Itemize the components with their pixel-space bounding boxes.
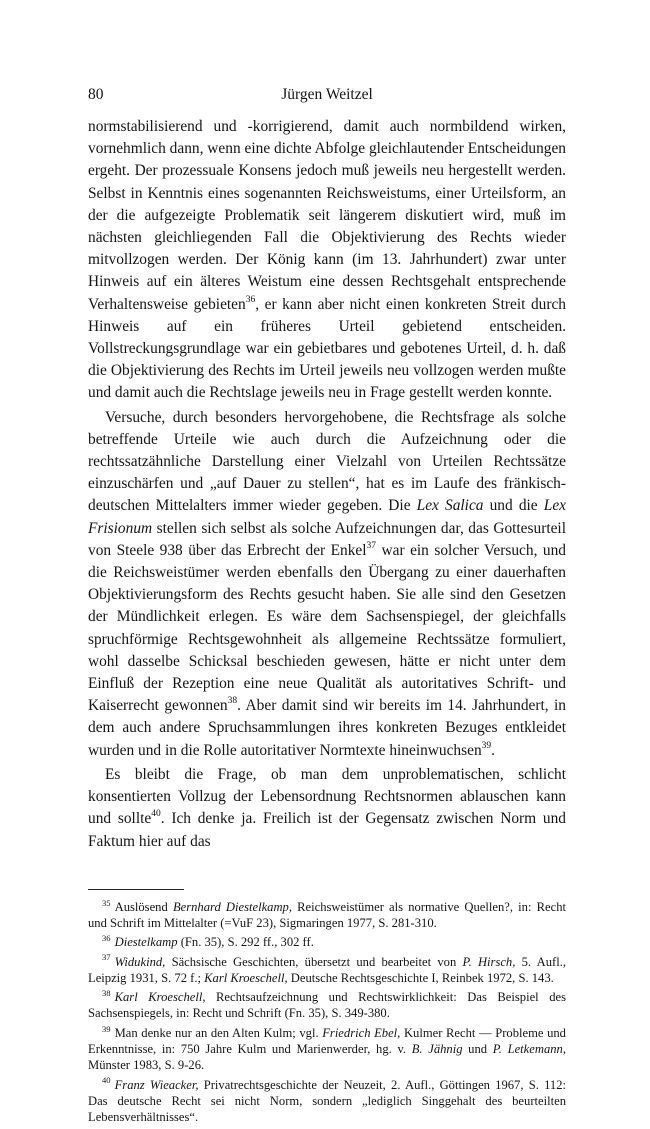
italic-text: B. Jähnig (411, 1042, 463, 1057)
italic-text: Franz Wieacker, (114, 1077, 199, 1092)
italic-text: Karl Kroeschell, (114, 990, 206, 1005)
paragraph (88, 407, 566, 762)
text-run: Es bleibt die Frage, ob man dem unproblematischen, schlicht konsentierten Vollzug der Lebensordnung Rechtsnormen ablauschen kann und sollte (88, 765, 566, 828)
text-run: Münster 1983, S. 9-26. (88, 1058, 205, 1073)
italic-text: Bernhard Diestelkamp, (172, 899, 292, 914)
footnote-ref: 40 (151, 809, 161, 820)
text-run: stellen sich selbst als solche Aufzeichnungen dar, das Gottesurteil von Steele 938 über das Erbrecht der Enkel (88, 519, 566, 559)
italic-text: Diestelkamp (114, 935, 178, 950)
footnote-ref: 36 (245, 294, 256, 305)
footnote: 37 Widukind, Sächsische Geschichten, übersetzt und bearbeitet von P. Hirsch, 5. Aufl., Leipzig 1931, S. 72 f.; Karl Kroeschell, Deutsche Rechtsgeschichte I, Reinbek 1972, S. 143. (88, 952, 566, 985)
text-run: Auslösend (114, 899, 173, 914)
footnote: 36 Diestelkamp (Fn. 35), S. 292 ff., 302 ff. (102, 933, 314, 950)
book-page (88, 86, 566, 1129)
text-run: Privatrechtsgeschichte der Neuzeit, 2. Aufl., Göttingen 1967, S. 112: Das deutsche Recht sei nicht Norm, sondern „lediglich Singgehalt des beurteilten Lebensverhältnisses“. (88, 1077, 566, 1125)
italic-text: Lex Frisionum (88, 497, 566, 537)
text-run: Deutsche Rechtsgeschichte I, Reinbek 1972, S. 143. (287, 970, 554, 985)
text-run: Man denke nur an den Alten Kulm; vgl. (114, 1025, 323, 1040)
italic-text: Friedrich Ebel, (322, 1025, 401, 1040)
paragraph (88, 764, 566, 853)
text-run: (Fn. 35), S. 292 ff., 302 ff. (177, 935, 314, 950)
footnotes (88, 899, 566, 1126)
text-run: . (491, 741, 496, 759)
text-run: Rechtsaufzeichnung und Rechtswirklichkeit: Das Beispiel des Sachsenspiegels, in: Recht und Schrift (Fn. 35), S. 349-380. (88, 990, 566, 1021)
footnote-ref: 39 (481, 740, 492, 751)
paragraph (88, 116, 566, 405)
text-run: . Aber damit sind wir bereits im 14. Jahrhundert, in dem auch andere Spruchsammlungen ihres konkreten Bezuges entkleidet wurden und in die Rolle autoritativer Normtexte hineinwuchsen (88, 697, 566, 759)
text-run: Reichsweistümer als normative Quellen?, in: Recht und Schrift im Mittelalter (=VuF 23), Sigmaringen 1977, S. 281-310. (88, 899, 566, 930)
italic-text: Lex Salica (416, 497, 484, 515)
footnote-separator (88, 889, 184, 890)
footnote: 38 Karl Kroeschell, Rechtsaufzeichnung und Rechtswirklichkeit: Das Beispiel des Sachsenspiegels, in: Recht und Schrift (Fn. 35), S. 349-380. (88, 988, 566, 1021)
text-run: und (462, 1042, 493, 1057)
text-run: . Ich denke ja. Freilich ist der Gegensatz zwischen Norm und Faktum hier auf das (88, 810, 567, 850)
text-run: Kulmer Recht — Probleme und Erkenntnisse, in: 750 Jahre Kulm und Marienwerder, hg. v. (88, 1025, 566, 1057)
text-run: Sächsische Geschichten, übersetzt und bearbeitet von (165, 954, 463, 969)
footnote-ref: 38 (227, 696, 238, 707)
text-run: war ein solcher Versuch, und die Reichsweistümer werden ebenfalls den Übergang zu einer dauerhaften Objektivierungsform des Rechts gesucht haben. Sie alle sind den Gesetzen der Mündlichkeit erlegen. Es wäre dem Sachsenspiegel, der gleichfalls spruchförmige Rechtsgewohnheit als allgemeine Rechtssätze formuliert, wohl dasselbe Schicksal beschieden gewesen, hätte er nicht unter dem Einfluß der Rezeption eine neue Qualität als autoritatives Schrift- und Kaiserrecht gewonnen (88, 541, 566, 715)
main-text (88, 116, 566, 853)
footnote: 40 Franz Wieacker, Privatrechtsgeschichte der Neuzeit, 2. Aufl., Göttingen 1967, S. 112: Das deutsche Recht sei nicht Norm, sondern „lediglich Singgehalt des beurteilten Lebensverhältnisses“. (88, 1075, 566, 1125)
text-run: 5. Aufl., Leipzig 1931, S. 72 f.; (88, 954, 566, 985)
text-run: und die (483, 497, 544, 515)
page-number: 80 (88, 86, 104, 103)
italic-text: P. Hirsch, (462, 954, 516, 969)
footnote: 35 Auslösend Bernhard Diestelkamp, Reichsweistümer als normative Quellen?, in: Recht und Schrift im Mittelalter (=VuF 23), Sigmaringen 1977, S. 281-310. (88, 897, 566, 930)
italic-text: Karl Kroeschell, (204, 970, 288, 985)
italic-text: P. Letkemann, (492, 1042, 566, 1057)
page-header (88, 86, 566, 110)
italic-text: Widukind, (114, 954, 166, 969)
text-run: normstabilisierend und -korrigierend, damit auch normbildend wirken, vornehmlich dann, wenn eine dichte Abfolge gleichlautender Entscheidungen ergeht. Der prozessuale Konsens jedoch muß jeweils neu hergestellt werden. Selbst in Kenntnis eines sogenannten Reichsweistums, einer Urteilsform, an der die aufgezeigte Problematik seit längerem diskutiert wird, muß im nächsten gleichliegenden Fall die Objektivierung des Rechts wieder mitvollzogen werden. Der König kann (im 13. Jahrhundert) zwar unter Hinweis auf ein älteres Weistum eine dessen Rechtsgehalt entsprechende Verhaltensweise gebieten (88, 118, 566, 313)
text-run: Versuche, durch besonders hervorgehobene, die Rechtsfrage als solche betreffende Urteile wie auch durch die Aufzeichnung oder die rechtssatzähnliche Darstellung einer Vielzahl von Urteilen Rechtssätze einzuschärfen und „auf Dauer zu stellen“, hat es im Laufe des fränkisch-deutschen Mittelalters immer wieder gegeben. Die (88, 408, 566, 515)
text-run: , er kann aber nicht einen konkreten Streit durch Hinweis auf ein früheres Urteil gebietend entscheiden. Vollstreckungsgrundlage war ein gebietbares und gebotenes Urteil, d. h. daß die Objektivierung des Rechts im Urteil jeweils neu vollzogen werden mußte und damit auch die Rechtslage jeweils neu in Frage gestellt werden konnte. (88, 295, 566, 402)
footnote-ref: 37 (366, 540, 377, 551)
running-head: Jürgen Weitzel (281, 86, 373, 103)
footnote: 39 Man denke nur an den Alten Kulm; vgl. Friedrich Ebel, Kulmer Recht — Probleme und Erkenntnisse, in: 750 Jahre Kulm und Marienwerder, hg. v. B. Jähnig und P. Letkemann, Münster 1983, S. 9-26. (88, 1023, 566, 1073)
